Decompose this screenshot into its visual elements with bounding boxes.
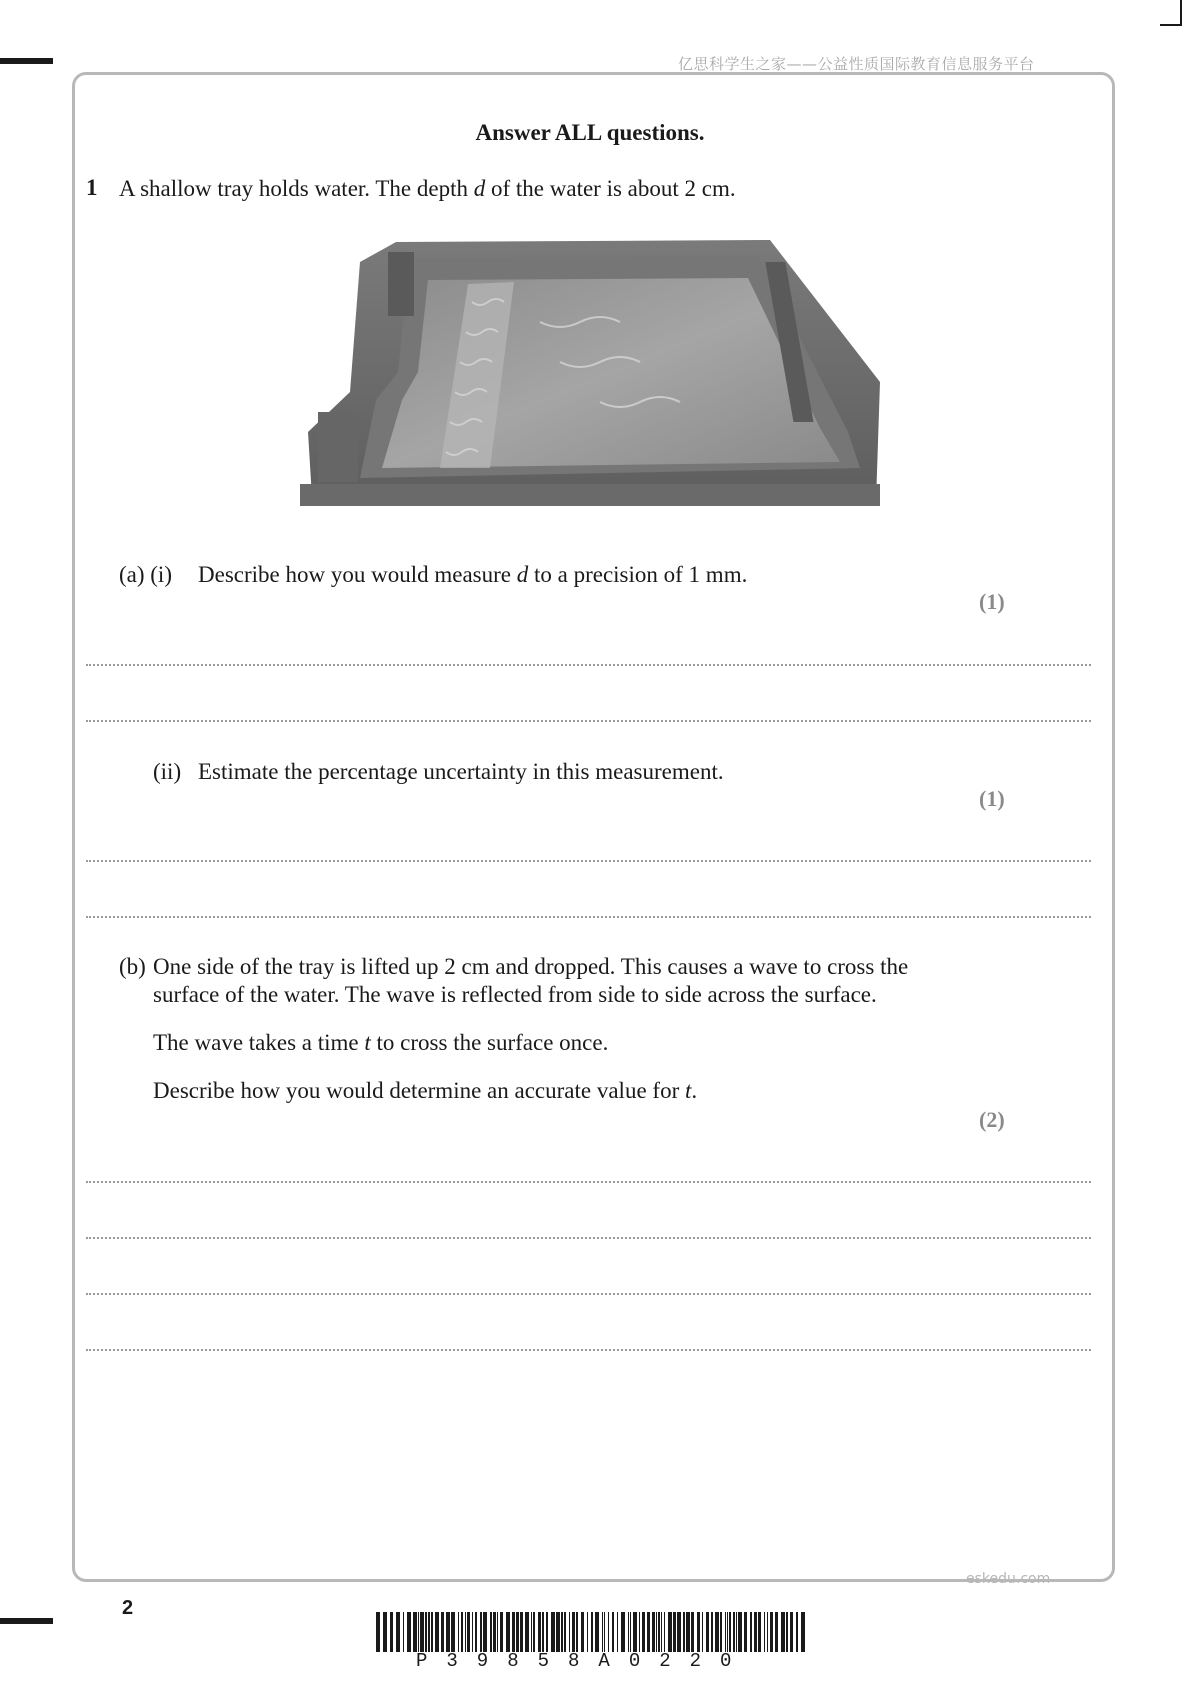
page-number: 2 <box>122 1597 134 1619</box>
barcode-bar <box>591 1612 593 1652</box>
barcode-bar <box>720 1612 722 1652</box>
barcode-bar <box>683 1612 685 1652</box>
barcode-bar <box>525 1612 529 1652</box>
crop-mark-top-right-vertical <box>1180 0 1182 26</box>
barcode-bar <box>639 1612 640 1652</box>
part-b-line-4-before: Describe how you would determine an accurate value for <box>153 1078 685 1103</box>
barcode-bar <box>628 1612 629 1652</box>
barcode-bar <box>764 1612 765 1652</box>
barcode-bar <box>621 1612 625 1652</box>
barcode-bar <box>531 1612 532 1652</box>
barcode-bar <box>658 1612 660 1652</box>
question-stem <box>119 175 736 203</box>
barcode-bar <box>500 1612 503 1652</box>
part-b-line-3 <box>153 1029 608 1057</box>
part-b-line-4 <box>153 1077 697 1105</box>
barcode-bar <box>561 1612 563 1652</box>
barcode-bar <box>736 1612 737 1652</box>
barcode-bar <box>390 1612 393 1652</box>
barcode-bar <box>686 1612 690 1652</box>
barcode-bar <box>431 1612 433 1652</box>
tray-of-water-photo-icon <box>300 232 880 522</box>
barcode-bar <box>661 1612 662 1652</box>
barcode-bar <box>677 1612 681 1652</box>
barcode-bar <box>587 1612 588 1652</box>
barcode-bar <box>656 1612 657 1652</box>
barcode-bar <box>538 1612 541 1652</box>
barcode-bar <box>461 1612 463 1652</box>
barcode-bar <box>711 1612 713 1652</box>
barcode-bar <box>425 1612 427 1652</box>
barcode-bar <box>775 1612 778 1652</box>
stem-variable-d: d <box>473 176 486 201</box>
crop-mark-top-left <box>0 58 53 64</box>
part-a-i-text-before: Describe how you would measure <box>198 562 517 587</box>
barcode-bar <box>702 1612 703 1652</box>
barcode-bar <box>781 1612 785 1652</box>
instructions-heading: Answer ALL questions. <box>475 120 705 145</box>
barcode-bar <box>796 1612 798 1652</box>
barcode-bar <box>633 1612 637 1652</box>
barcode-bar <box>612 1612 614 1652</box>
part-b-variable-t: t <box>364 1030 371 1055</box>
barcode-bar <box>673 1612 676 1652</box>
barcode-bar <box>758 1612 761 1652</box>
part-a-i-text-after: to a precision of 1 mm. <box>528 562 748 587</box>
barcode-bar <box>595 1612 599 1652</box>
barcode-bar <box>744 1612 747 1652</box>
part-a-ii-label: (ii) <box>153 759 182 784</box>
barcode-bar <box>576 1612 578 1652</box>
part-b-line-4-after: . <box>691 1078 698 1103</box>
part-a-i-text <box>198 561 747 589</box>
barcode-bar <box>754 1612 757 1652</box>
part-b-marks: (2) <box>979 1107 1005 1132</box>
barcode-bar <box>458 1612 459 1652</box>
answer-line[interactable] <box>86 1293 1091 1295</box>
answer-line[interactable] <box>86 860 1091 862</box>
barcode-bar <box>428 1612 430 1652</box>
barcode-bar <box>706 1612 709 1652</box>
barcode-bar <box>483 1612 487 1652</box>
barcode-bar <box>465 1612 466 1652</box>
part-b-line-3-after: to cross the surface once. <box>370 1030 609 1055</box>
barcode-bar <box>556 1612 560 1652</box>
barcode-bar <box>467 1612 470 1652</box>
barcode-bar <box>451 1612 455 1652</box>
barcode-bar <box>403 1612 404 1652</box>
question-number: 1 <box>86 175 98 200</box>
barcode-bar <box>602 1612 603 1652</box>
barcode-bar <box>801 1612 805 1652</box>
barcode-text: P39858A0220 <box>416 1650 751 1672</box>
barcode-bar <box>767 1612 768 1652</box>
barcode-bar <box>786 1612 788 1652</box>
barcode-bar <box>572 1612 575 1652</box>
barcode-bar <box>383 1612 387 1652</box>
barcode-bar <box>790 1612 793 1652</box>
crop-mark-bottom-left <box>0 1618 53 1624</box>
barcode-bar <box>472 1612 473 1652</box>
barcode-bar <box>446 1612 450 1652</box>
barcode-bar <box>516 1612 519 1652</box>
stem-text-before: A shallow tray holds water. The depth <box>119 176 474 201</box>
barcode-bar <box>376 1612 380 1652</box>
part-b-line-2: surface of the water. The wave is reflected from side to side across the surface. <box>153 982 877 1007</box>
barcode-bar <box>396 1612 400 1652</box>
barcode-bar <box>770 1612 773 1652</box>
answer-line[interactable] <box>86 664 1091 666</box>
barcode-bar <box>642 1612 645 1652</box>
part-a-ii-text: Estimate the percentage uncertainty in this measurement. <box>198 759 724 784</box>
barcode-bar <box>647 1612 650 1652</box>
barcode-bar <box>533 1612 535 1652</box>
barcode-bar <box>652 1612 655 1652</box>
barcode-bar <box>581 1612 584 1652</box>
barcode-bar <box>733 1612 735 1652</box>
barcode-bar <box>490 1612 492 1652</box>
part-a-i-variable-d: d <box>516 562 529 587</box>
part-a-i-label: (a) (i) <box>119 562 172 587</box>
part-b-variable-t: t <box>684 1078 692 1103</box>
barcode-bar <box>569 1612 570 1652</box>
answer-line[interactable] <box>86 916 1091 918</box>
barcode-bar <box>727 1612 728 1652</box>
barcode-bar <box>604 1612 605 1652</box>
barcode-bar <box>617 1612 618 1652</box>
barcode-bar <box>475 1612 477 1652</box>
barcode-icon <box>376 1612 810 1652</box>
barcode-bar <box>725 1612 726 1652</box>
part-b-line-3-before: The wave takes a time <box>153 1030 365 1055</box>
barcode-bar <box>564 1612 566 1652</box>
barcode-bar <box>497 1612 498 1652</box>
barcode-bar <box>697 1612 700 1652</box>
part-a-ii-marks: (1) <box>979 786 1005 811</box>
barcode-bar <box>493 1612 496 1652</box>
barcode-bar <box>738 1612 742 1652</box>
barcode-bar <box>691 1612 694 1652</box>
barcode-bar <box>542 1612 544 1652</box>
barcode-bar <box>418 1612 419 1652</box>
part-b-line-1: One side of the tray is lifted up 2 cm and dropped. This causes a wave to cross the <box>153 954 909 979</box>
barcode-bar <box>407 1612 411 1652</box>
watermark-top: 亿思科学生之家——公益性质国际教育信息服务平台 <box>678 55 1035 73</box>
barcode-bar <box>420 1612 424 1652</box>
barcode-bar <box>512 1612 515 1652</box>
barcode-bar <box>520 1612 523 1652</box>
part-b-label: (b) <box>119 954 146 979</box>
barcode-bar <box>668 1612 672 1652</box>
barcode-bar <box>630 1612 631 1652</box>
barcode-bar <box>413 1612 417 1652</box>
stem-text-after: of the water is about 2 cm. <box>485 176 736 201</box>
barcode-bar <box>608 1612 609 1652</box>
barcode-bar <box>435 1612 439 1652</box>
part-a-i-marks: (1) <box>979 589 1005 614</box>
barcode-bar <box>546 1612 548 1652</box>
answer-line[interactable] <box>86 1349 1091 1351</box>
barcode-bar <box>480 1612 482 1652</box>
barcode-bar <box>750 1612 752 1652</box>
answer-line[interactable] <box>86 720 1091 722</box>
barcode-bar <box>506 1612 510 1652</box>
watermark-bottom: eskedu.com <box>966 1571 1051 1587</box>
barcode-bar <box>729 1612 731 1652</box>
answer-line[interactable] <box>86 1237 1091 1239</box>
crop-mark-top-right-horizontal <box>1160 24 1182 26</box>
barcode-bar <box>441 1612 444 1652</box>
answer-line[interactable] <box>86 1181 1091 1183</box>
barcode-bar <box>715 1612 719 1652</box>
barcode-bar <box>551 1612 555 1652</box>
barcode-bar <box>664 1612 665 1652</box>
